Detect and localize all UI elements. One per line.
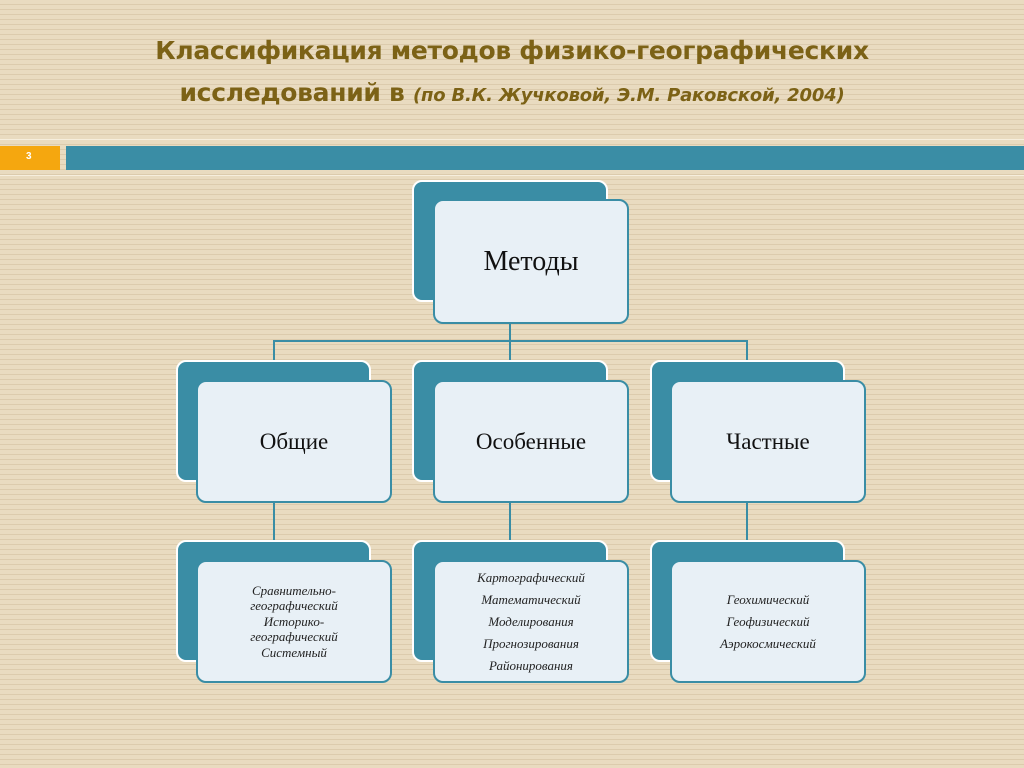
list-item: Районирования	[489, 657, 573, 673]
connector-general-list	[273, 500, 275, 542]
connector-special-list	[509, 500, 511, 542]
list-item: Моделирования	[488, 613, 574, 629]
list-item: Геофизический	[726, 613, 810, 629]
list-general	[196, 560, 392, 683]
slide-number: 3	[0, 146, 60, 170]
list-item: Геохимический	[726, 591, 810, 607]
list-item: Математический	[481, 591, 581, 607]
divider-bottom	[0, 175, 1024, 176]
connector-root-down	[509, 322, 511, 342]
connector-particular-list	[746, 500, 748, 542]
category-special	[433, 380, 629, 503]
list-item: географический	[250, 598, 338, 614]
list-item: географический	[250, 629, 338, 645]
divider-top	[0, 139, 1024, 140]
list-item: Картографический	[477, 569, 585, 585]
root-node	[433, 199, 629, 324]
category-general-label: Общие	[259, 428, 329, 454]
list-general-items	[250, 583, 338, 661]
connector-to-particular	[746, 340, 748, 362]
slide-title	[0, 30, 1024, 117]
title-citation: (по В.К. Жучковой, Э.М. Раковской, 2004)	[412, 85, 845, 106]
category-special-label: Особенные	[475, 428, 587, 454]
list-particular-items	[720, 589, 816, 655]
list-item: Аэрокосмический	[720, 635, 816, 651]
category-general	[196, 380, 392, 503]
title-line-2	[0, 72, 1024, 117]
connector-to-special	[509, 340, 511, 362]
list-item: Историко-	[263, 613, 325, 629]
list-item: Сравнительно-	[252, 582, 336, 598]
list-item: Системный	[261, 644, 327, 660]
title-line-1: Классификация методов физико-географических	[155, 36, 869, 65]
list-special	[433, 560, 629, 683]
category-particular-label: Частные	[726, 428, 810, 454]
list-item: Прогнозирования	[483, 635, 579, 651]
title-main-end: исследований в	[179, 78, 405, 107]
connector-to-general	[273, 340, 275, 362]
list-special-items	[477, 567, 585, 677]
category-particular	[670, 380, 866, 503]
list-particular	[670, 560, 866, 683]
header-bar	[66, 146, 1024, 170]
root-label: Методы	[483, 245, 579, 277]
